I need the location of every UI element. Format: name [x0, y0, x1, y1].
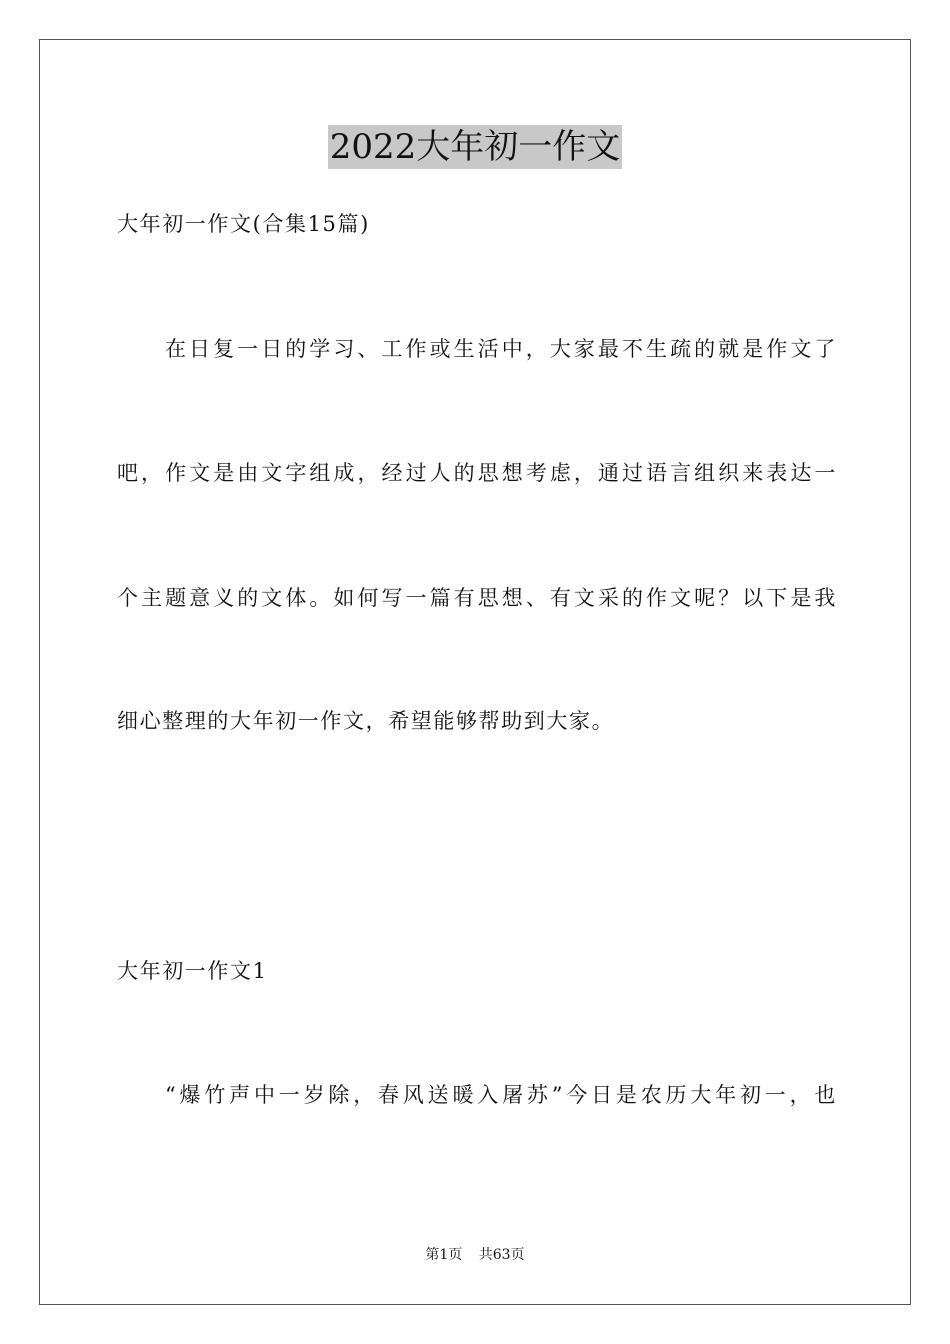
- section-heading: 大年初一作文1: [117, 959, 268, 983]
- intro-line-4: 细心整理的大年初一作文，希望能够帮助到大家。: [117, 709, 615, 733]
- title-container: [0, 125, 950, 169]
- page-number: 第1页: [425, 1247, 463, 1263]
- document-title: 2022大年初一作文: [329, 127, 621, 167]
- intro-line-3: 个主题意义的文体。如何写一篇有思想、有文采的作文呢？以下是我: [117, 586, 837, 610]
- intro-line-2: 吧，作文是由文字组成，经过人的思想考虑，通过语言组织来表达一: [117, 461, 837, 485]
- section-first-line: “爆竹声中一岁除，春风送暖入屠苏”今日是农历大年初一，也: [165, 1083, 837, 1107]
- page-total: 共63页: [478, 1247, 525, 1263]
- intro-line-1: 在日复一日的学习、工作或生活中，大家最不生疏的就是作文了: [165, 337, 837, 361]
- page-footer: [0, 1245, 950, 1265]
- document-subtitle: 大年初一作文(合集15篇): [117, 212, 370, 236]
